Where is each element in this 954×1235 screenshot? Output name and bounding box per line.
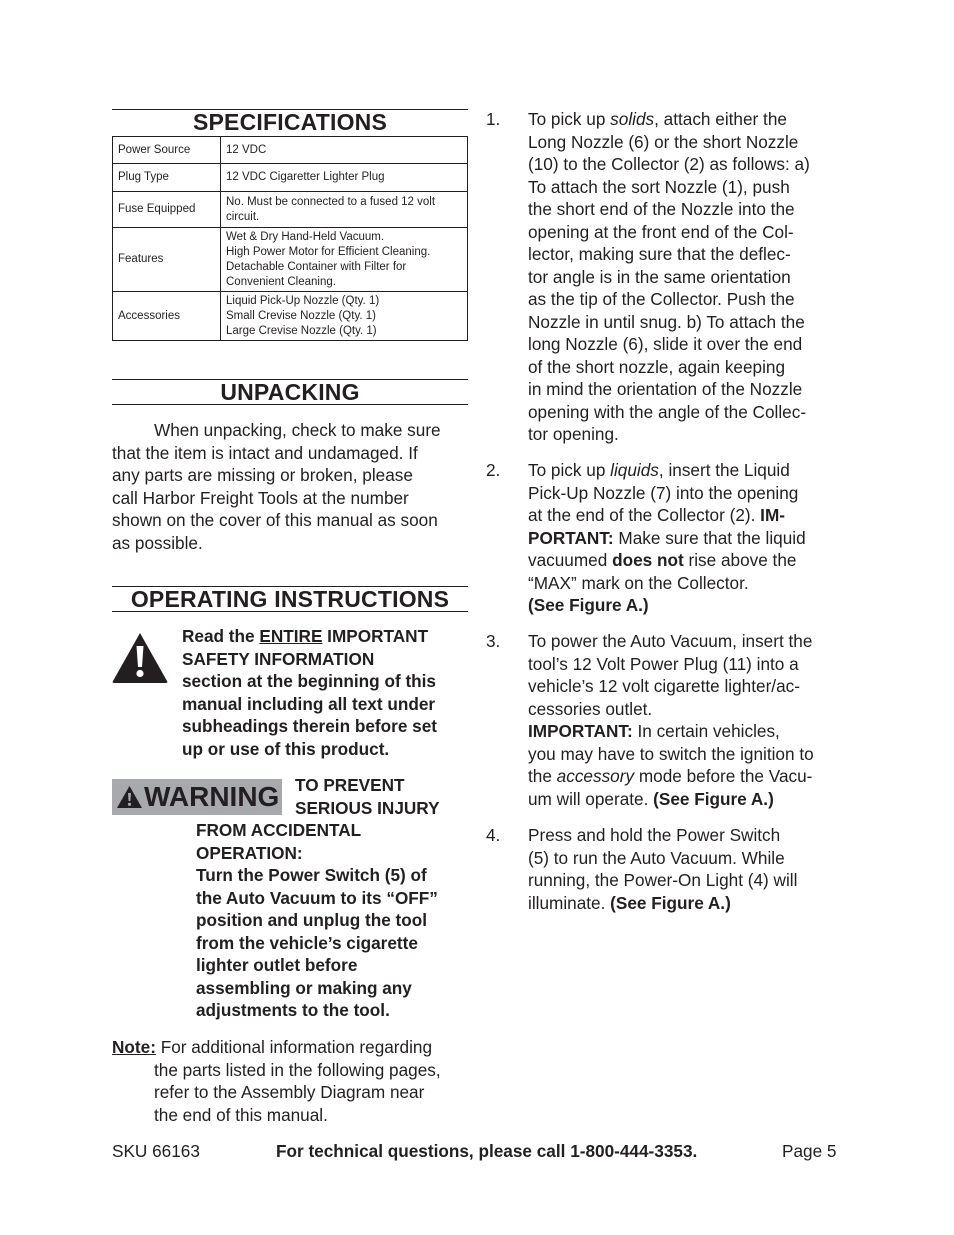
step-line: “MAX” mark on the Collector.	[528, 572, 749, 593]
step-line: Pick-Up Nozzle (7) into the opening	[528, 482, 799, 503]
step-line: you may have to switch the ignition to	[528, 743, 814, 764]
spec-row	[113, 292, 468, 341]
unpacking-line: that the item is intact and undamaged. If	[112, 442, 418, 463]
step-line: lector, making sure that the deflec-	[528, 244, 791, 264]
spec-label: Fuse Equipped	[113, 192, 221, 228]
operating-instructions-heading: OPERATING INSTRUCTIONS	[112, 586, 468, 612]
warning-line: TO PREVENT	[295, 775, 405, 795]
step-line: as the tip of the Collector. Push the	[528, 289, 795, 309]
warning-line: lighter outlet before	[196, 955, 358, 975]
step-line: in mind the orientation of the Nozzle	[528, 379, 803, 399]
note-line: the end of this manual.	[154, 1104, 328, 1125]
step-line: (See Figure A.)	[528, 595, 649, 615]
step-line: cessories outlet.	[528, 698, 653, 719]
warning-badge-label: WARNING	[144, 781, 280, 812]
warning-line: FROM ACCIDENTAL	[196, 820, 362, 840]
step-line: opening at the front end of the Col-	[528, 221, 794, 242]
step-number: 1.	[486, 109, 501, 129]
step-line: IMPORTANT: In certain vehicles,	[528, 721, 780, 741]
step-line: opening with the angle of the Collec-	[528, 401, 807, 422]
step-line: To attach the sort Nozzle (1), push	[528, 176, 790, 197]
step-line: To pick up solids, attach either the	[528, 109, 787, 129]
step-4-text	[528, 824, 844, 914]
warning-line: the Auto Vacuum to its “OFF”	[196, 887, 438, 908]
unpacking-line: any parts are missing or broken, please	[112, 465, 413, 485]
step-line: PORTANT: Make sure that the liquid	[528, 527, 806, 548]
step-line: long Nozzle (6), slide it over the end	[528, 334, 803, 354]
safety-notice-line: section at the beginning of this	[182, 671, 436, 691]
note-paragraph	[112, 1036, 474, 1126]
spec-value-line: circuit.	[226, 210, 260, 223]
warning-line: Turn the Power Switch (5) of	[196, 865, 427, 885]
spec-value	[221, 228, 468, 292]
spec-row	[113, 228, 468, 292]
spec-value-line: No. Must be connected to a fused 12 volt	[226, 195, 436, 208]
note-line: the parts listed in the following pages,	[154, 1059, 441, 1080]
warning-triangle-icon	[116, 785, 143, 809]
step-1-text	[528, 108, 844, 446]
warning-line: OPERATION:	[196, 842, 303, 863]
step-line: tor opening.	[528, 424, 619, 444]
note-label: Note:	[112, 1037, 156, 1057]
spec-value-line: Wet & Dry Hand-Held Vacuum.	[226, 230, 385, 243]
step-line: To pick up liquids, insert the Liquid	[528, 460, 790, 480]
spec-value-line: Small Crevise Nozzle (Qty. 1)	[226, 309, 376, 322]
caution-triangle-icon	[111, 631, 169, 684]
safety-notice-line: manual including all text under	[182, 693, 436, 714]
warning-badge	[112, 779, 282, 815]
footer-sku: SKU 66163	[112, 1141, 200, 1161]
step-number: 2.	[486, 460, 501, 480]
spec-value-line: Detachable Container with Filter for	[226, 260, 407, 273]
unpacking-line: When unpacking, check to make sure	[154, 420, 441, 440]
step-line: the accessory mode before the Vacu-	[528, 766, 813, 786]
step-line: running, the Power-On Light (4) will	[528, 870, 798, 890]
safety-notice-line: subheadings therein before set	[182, 716, 438, 736]
step-line: (10) to the Collector (2) as follows: a)	[528, 154, 810, 174]
step-line: Nozzle in until snug. b) To attach the	[528, 311, 805, 332]
step-line: illuminate. (See Figure A.)	[528, 892, 731, 913]
safety-notice	[182, 625, 472, 760]
step-number: 4.	[486, 825, 501, 845]
unpacking-heading: UNPACKING	[112, 379, 468, 405]
safety-notice-line: SAFETY INFORMATION	[182, 648, 375, 669]
step-line: tool’s 12 Volt Power Plug (11) into a	[528, 653, 799, 674]
spec-row	[113, 164, 468, 192]
warning-line: position and unplug the tool	[196, 910, 428, 930]
spec-value: 12 VDC Cigaretter Lighter Plug	[221, 164, 468, 192]
warning-line: SERIOUS INJURY	[295, 797, 440, 818]
spec-label: Accessories	[113, 292, 221, 341]
step-2-text	[528, 459, 844, 617]
step-line: vacuumed does not rise above the	[528, 550, 797, 570]
specifications-table	[112, 136, 468, 341]
spec-value-line: Liquid Pick-Up Nozzle (Qty. 1)	[226, 294, 380, 307]
spec-label: Plug Type	[113, 164, 221, 192]
spec-label: Features	[113, 228, 221, 292]
spec-value-line: Convenient Cleaning.	[226, 275, 336, 288]
step-line: the short end of the Nozzle into the	[528, 199, 795, 219]
spec-label: Power Source	[113, 137, 221, 164]
warning-line: assembling or making any	[196, 977, 412, 998]
unpacking-line: as possible.	[112, 532, 203, 553]
unpacking-line: call Harbor Freight Tools at the number	[112, 487, 409, 508]
footer-page-number: Page 5	[782, 1141, 837, 1161]
step-line: tor angle is in the same orientation	[528, 266, 791, 287]
step-line: um will operate. (See Figure A.)	[528, 788, 774, 809]
step-line: Press and hold the Power Switch	[528, 825, 781, 845]
safety-notice-line: up or use of this product.	[182, 738, 390, 759]
spec-row	[113, 137, 468, 164]
step-3-text	[528, 630, 844, 810]
spec-value-line: Large Crevise Nozzle (Qty. 1)	[226, 324, 377, 337]
unpacking-line: shown on the cover of this manual as soon	[112, 510, 438, 530]
spec-value-line: High Power Motor for Efficient Cleaning.	[226, 245, 431, 258]
note-line: Note: For additional information regarding	[112, 1037, 433, 1057]
specifications-heading: SPECIFICATIONS	[112, 109, 468, 134]
note-line: refer to the Assembly Diagram near	[154, 1082, 425, 1102]
spec-row	[113, 192, 468, 228]
footer-support-phone: For technical questions, please call 1-800-444-3353.	[276, 1141, 698, 1161]
safety-notice-line: Read the ENTIRE IMPORTANT	[182, 626, 429, 646]
spec-value: 12 VDC	[221, 137, 468, 164]
step-line: at the end of the Collector (2). IM-	[528, 505, 785, 525]
step-line: To power the Auto Vacuum, insert the	[528, 631, 813, 651]
warning-line: from the vehicle’s cigarette	[196, 932, 418, 953]
step-line: of the short nozzle, again keeping	[528, 356, 786, 377]
step-line: vehicle’s 12 volt cigarette lighter/ac-	[528, 676, 800, 696]
spec-value	[221, 192, 468, 228]
step-line: Long Nozzle (6) or the short Nozzle	[528, 131, 799, 152]
warning-line: adjustments to the tool.	[196, 1000, 390, 1020]
spec-value	[221, 292, 468, 341]
warning-side-text	[295, 774, 475, 819]
step-number: 3.	[486, 631, 501, 651]
unpacking-paragraph	[112, 419, 472, 554]
step-line: (5) to run the Auto Vacuum. While	[528, 847, 785, 868]
warning-text	[196, 819, 476, 1022]
